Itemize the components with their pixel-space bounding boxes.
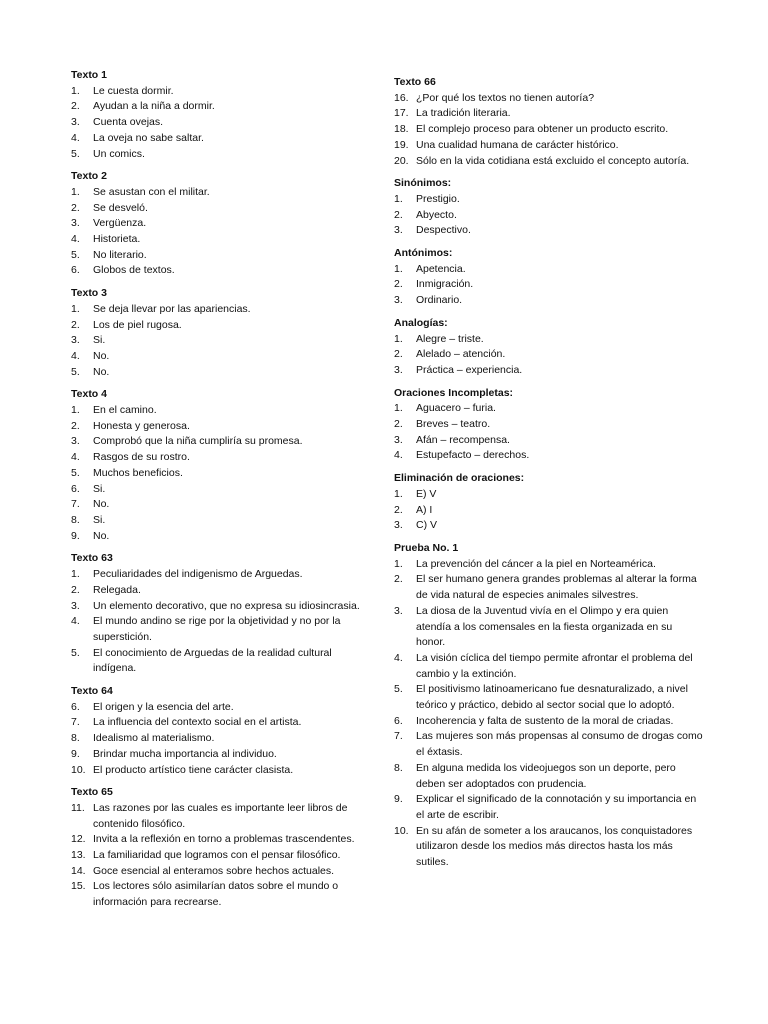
answer-item: [71, 131, 371, 147]
section-sinonimos: [394, 176, 704, 239]
item-text: Alegre – triste.: [416, 332, 484, 345]
item-number: 5.: [71, 248, 80, 261]
answer-item: [71, 513, 371, 529]
answer-item: [71, 583, 371, 599]
item-text: Breves – teatro.: [416, 418, 491, 431]
section-heading: Antónimos:: [394, 247, 453, 260]
item-number: 5.: [71, 646, 80, 659]
item-text: ¿Por qué los textos no tienen autoría?: [416, 91, 595, 104]
item-text: Aguacero – furia.: [416, 402, 496, 415]
item-number: 11.: [71, 801, 85, 814]
item-text: Relegada.: [93, 583, 141, 596]
item-text: Inmigración.: [416, 278, 474, 291]
section-texto-3: [71, 286, 371, 380]
answer-item: [71, 365, 371, 381]
item-number: 17.: [394, 107, 409, 120]
item-number: 14.: [71, 864, 86, 877]
answer-item: [394, 106, 704, 122]
answer-item: [71, 482, 371, 498]
item-number: 2.: [71, 201, 80, 214]
answer-list: [71, 185, 371, 279]
section-heading: Texto 64: [71, 685, 113, 698]
item-text: La prevención del cáncer a la piel en Norteamérica.: [416, 557, 656, 570]
item-number: 1.: [71, 302, 80, 315]
item-number: 1.: [71, 568, 80, 581]
item-text: Prestigio.: [416, 192, 460, 205]
item-text: La tradición literaria.: [416, 107, 511, 120]
item-number: 8.: [394, 761, 403, 774]
answer-list: [71, 403, 371, 544]
item-number: 3.: [394, 519, 403, 532]
item-text: Alelado – atención.: [416, 348, 506, 361]
answer-list: [71, 84, 371, 163]
answer-item: [71, 84, 371, 100]
answer-item: [71, 879, 371, 910]
section-heading: Texto 2: [71, 170, 107, 183]
item-number: 2.: [394, 418, 403, 431]
item-text: Los de piel rugosa.: [93, 318, 182, 331]
item-number: 18.: [394, 123, 409, 136]
answer-item: [71, 450, 371, 466]
item-number: 13.: [71, 849, 86, 862]
answer-list: [394, 401, 704, 464]
item-number: 1.: [394, 402, 403, 415]
item-number: 1.: [394, 192, 403, 205]
item-text: Ordinario.: [416, 294, 463, 307]
item-text: Cuenta ovejas.: [93, 116, 164, 129]
item-text: En el camino.: [93, 404, 157, 417]
answer-item: [71, 497, 371, 513]
left-column: [71, 68, 371, 918]
item-number: 6.: [394, 714, 403, 727]
item-number: 6.: [71, 264, 80, 277]
section-heading: Sinónimos:: [394, 177, 452, 190]
item-text: El ser humano genera grandes problemas al alterar la forma de vida natural de especies animales silvestres.: [416, 573, 697, 602]
section-texto-4: [71, 387, 371, 544]
answer-item: [394, 277, 704, 293]
item-number: 5.: [71, 365, 80, 378]
answer-list: [394, 192, 704, 239]
section-heading: Prueba No. 1: [394, 541, 459, 554]
section-eliminacion-de-oraciones: [394, 471, 704, 534]
answer-item: [394, 332, 704, 348]
item-number: 5.: [394, 683, 403, 696]
section-prueba-no-1: [394, 541, 704, 871]
item-number: 3.: [394, 224, 403, 237]
item-number: 3.: [394, 604, 403, 617]
item-text: E) V: [416, 487, 437, 500]
item-text: Globos de textos.: [93, 264, 175, 277]
item-text: Los lectores sólo asimilarían datos sobre el mundo o información para recrearse.: [93, 880, 339, 909]
item-number: 1.: [394, 557, 403, 570]
answer-item: [71, 864, 371, 880]
item-text: Le cuesta dormir.: [93, 84, 174, 97]
answer-item: [394, 154, 704, 170]
item-text: Se deja llevar por las apariencias.: [93, 302, 251, 315]
item-number: 3.: [71, 599, 80, 612]
answer-item: [394, 503, 704, 519]
answer-item: [394, 729, 704, 760]
section-heading: Analogías:: [394, 316, 448, 329]
item-number: 1.: [71, 404, 80, 417]
item-number: 9.: [71, 529, 80, 542]
answer-item: [71, 216, 371, 232]
answer-item: [71, 201, 371, 217]
item-number: 4.: [394, 651, 403, 664]
item-text: Las mujeres son más propensas al consumo de drogas como el éxtasis.: [416, 730, 703, 759]
answer-item: [394, 433, 704, 449]
item-text: El mundo andino se rige por la objetividad y no por la superstición.: [93, 615, 341, 643]
item-number: 10.: [394, 824, 409, 837]
answer-item: [394, 557, 704, 573]
item-text: A) I: [416, 503, 433, 516]
answer-list: [71, 567, 371, 677]
answer-list: [394, 262, 704, 309]
answer-item: [394, 208, 704, 224]
item-text: La oveja no sabe saltar.: [93, 131, 204, 144]
item-number: 4.: [71, 233, 80, 246]
item-text: Comprobó que la niña cumpliría su promesa.: [93, 435, 303, 448]
item-text: Muchos beneficios.: [93, 466, 183, 479]
item-number: 7.: [71, 498, 80, 511]
answer-item: [71, 466, 371, 482]
right-column: [394, 75, 704, 878]
answer-item: [71, 747, 371, 763]
item-text: Rasgos de su rostro.: [93, 451, 190, 464]
answer-item: [71, 232, 371, 248]
item-number: 3.: [71, 116, 80, 129]
item-text: El complejo proceso para obtener un producto escrito.: [416, 123, 669, 136]
item-text: Abyecto.: [416, 208, 457, 221]
item-text: No.: [93, 529, 110, 542]
answer-item: [71, 263, 371, 279]
section-texto-64: [71, 684, 371, 778]
item-number: 2.: [394, 278, 403, 291]
answer-item: [71, 599, 371, 615]
answer-list: [394, 487, 704, 534]
item-text: Un elemento decorativo, que no expresa su idiosincrasia.: [93, 599, 360, 612]
item-text: La influencia del contexto social en el artista.: [93, 716, 302, 729]
answer-item: [394, 223, 704, 239]
section-heading: Texto 66: [394, 76, 436, 88]
answer-item: [71, 434, 371, 450]
item-number: 7.: [71, 716, 80, 729]
section-heading: Texto 63: [71, 552, 113, 565]
item-text: Si.: [93, 513, 106, 526]
section-heading: Eliminación de oraciones:: [394, 472, 525, 485]
item-number: 19.: [394, 138, 409, 151]
item-number: 15.: [71, 880, 86, 893]
item-number: 2.: [71, 318, 80, 331]
item-text: Historieta.: [93, 233, 141, 246]
item-text: Si.: [93, 334, 106, 347]
item-number: 8.: [71, 732, 80, 745]
item-text: El conocimiento de Arguedas de la realidad cultural indígena.: [93, 646, 332, 675]
answer-item: [394, 347, 704, 363]
item-text: La visión cíclica del tiempo permite afrontar el problema del cambio y la extinción.: [416, 651, 693, 680]
answer-item: [71, 801, 371, 832]
item-text: Se desveló.: [93, 201, 148, 214]
answer-item: [394, 572, 704, 603]
section-texto-65: [71, 785, 371, 911]
item-text: La diosa de la Juventud vivía en el Olimpo y era quien atendía a los comensales en la fiesta organizada en su honor.: [416, 604, 673, 649]
section-heading: Texto 1: [71, 69, 107, 81]
item-text: Incoherencia y falta de sustento de la moral de criadas.: [416, 714, 674, 727]
item-text: No.: [93, 365, 110, 378]
item-number: 3.: [71, 334, 80, 347]
answer-item: [394, 682, 704, 713]
item-number: 1.: [394, 262, 403, 275]
answer-item: [394, 91, 704, 107]
answer-item: [71, 115, 371, 131]
section-texto-1: [71, 68, 371, 162]
answer-item: [394, 192, 704, 208]
section-texto-63: [71, 551, 371, 677]
item-text: Estupefacto – derechos.: [416, 449, 530, 462]
answer-item: [71, 248, 371, 264]
item-number: 20.: [394, 154, 409, 167]
item-text: Afán – recompensa.: [416, 433, 510, 446]
item-number: 2.: [394, 503, 403, 516]
item-number: 2.: [394, 573, 403, 586]
item-number: 2.: [71, 583, 80, 596]
item-text: Vergüenza.: [93, 217, 147, 230]
item-number: 2.: [71, 419, 80, 432]
item-number: 3.: [71, 217, 80, 230]
item-number: 1.: [394, 332, 403, 345]
answer-item: [71, 763, 371, 779]
item-text: Las razones por las cuales es importante leer libros de contenido filosófico.: [93, 801, 348, 830]
item-text: Peculiaridades del indigenismo de Arguedas.: [93, 568, 303, 581]
item-text: No literario.: [93, 248, 147, 261]
answer-item: [394, 487, 704, 503]
section-texto-66: [394, 75, 704, 169]
item-number: 12.: [71, 833, 86, 846]
item-number: 5.: [71, 147, 80, 160]
item-text: Se asustan con el militar.: [93, 185, 210, 198]
answer-item: [71, 832, 371, 848]
section-heading: Texto 4: [71, 388, 107, 401]
item-number: 2.: [394, 348, 403, 361]
section-oraciones-incompletas: [394, 386, 704, 465]
answer-item: [394, 448, 704, 464]
answer-item: [71, 403, 371, 419]
answer-list: [71, 801, 371, 911]
item-number: 9.: [71, 747, 80, 760]
item-number: 8.: [71, 513, 80, 526]
item-text: El positivismo latinoamericano fue desnaturalizado, a nivel teórico y práctico, debido al sector social que lo adoptó.: [416, 683, 688, 712]
item-text: Despectivo.: [416, 224, 471, 237]
item-text: No.: [93, 498, 110, 511]
item-text: Goce esencial al enteramos sobre hechos actuales.: [93, 864, 335, 877]
item-number: 2.: [394, 208, 403, 221]
item-text: Idealismo al materialismo.: [93, 732, 215, 745]
answer-item: [71, 715, 371, 731]
section-heading: Texto 65: [71, 786, 113, 799]
item-text: El origen y la esencia del arte.: [93, 700, 234, 713]
item-number: 4.: [394, 449, 403, 462]
item-number: 3.: [394, 294, 403, 307]
answer-item: [394, 518, 704, 534]
item-number: 10.: [71, 763, 86, 776]
answer-item: [394, 401, 704, 417]
answer-item: [394, 651, 704, 682]
answer-item: [394, 761, 704, 792]
item-number: 9.: [394, 793, 403, 806]
answer-item: [71, 567, 371, 583]
item-text: Si.: [93, 482, 106, 495]
answer-list: [71, 302, 371, 381]
section-analogias: [394, 316, 704, 379]
item-number: 4.: [71, 349, 80, 362]
item-number: 6.: [71, 482, 80, 495]
item-text: Práctica – experiencia.: [416, 363, 523, 376]
item-number: 2.: [71, 100, 80, 113]
answer-item: [71, 302, 371, 318]
item-text: Una cualidad humana de carácter histórico.: [416, 138, 619, 151]
item-text: Explicar el significado de la connotación y su importancia en el arte de escribir.: [416, 793, 697, 821]
item-number: 1.: [71, 185, 80, 198]
item-number: 7.: [394, 730, 403, 743]
item-number: 1.: [394, 487, 403, 500]
answer-item: [71, 318, 371, 334]
item-text: La familiaridad que logramos con el pensar filosófico.: [93, 849, 341, 862]
section-texto-2: [71, 169, 371, 279]
answer-item: [394, 293, 704, 309]
section-heading: Oraciones Incompletas:: [394, 386, 514, 399]
item-number: 3.: [71, 435, 80, 448]
item-text: Invita a la reflexión en torno a problemas trascendentes.: [93, 833, 355, 846]
answer-item: [71, 614, 371, 645]
item-number: 1.: [71, 84, 80, 97]
item-text: Honesta y generosa.: [93, 419, 190, 432]
section-antonimos: [394, 246, 704, 309]
item-number: 6.: [71, 700, 80, 713]
item-text: Apetencia.: [416, 262, 466, 275]
item-text: C) V: [416, 519, 437, 532]
item-text: No.: [93, 349, 110, 362]
item-number: 3.: [394, 433, 403, 446]
answer-item: [71, 349, 371, 365]
answer-item: [71, 147, 371, 163]
item-text: Un comics.: [93, 147, 145, 160]
answer-item: [71, 646, 371, 677]
item-text: En su afán de someter a los araucanos, los conquistadores utilizaron desde los medios más directos hasta los más sutiles.: [416, 824, 693, 869]
answer-item: [71, 700, 371, 716]
answer-item: [394, 714, 704, 730]
item-text: El producto artístico tiene carácter clasista.: [93, 763, 294, 776]
answer-item: [394, 792, 704, 823]
answer-item: [394, 138, 704, 154]
answer-item: [71, 333, 371, 349]
answer-list: [394, 332, 704, 379]
answer-item: [71, 185, 371, 201]
answer-item: [71, 731, 371, 747]
answer-item: [394, 604, 704, 651]
item-number: 5.: [71, 466, 80, 479]
answer-item: [394, 417, 704, 433]
answer-list: [394, 91, 704, 170]
item-number: 4.: [71, 451, 80, 464]
answer-item: [394, 122, 704, 138]
answer-item: [394, 363, 704, 379]
answer-item: [394, 824, 704, 871]
item-number: 3.: [394, 363, 403, 376]
item-text: En alguna medida los videojuegos son un deporte, pero deben ser adoptados con prudencia.: [416, 761, 676, 790]
item-text: Sólo en la vida cotidiana está excluido el concepto autoría.: [416, 154, 690, 167]
item-text: Brindar mucha importancia al individuo.: [93, 747, 277, 760]
item-text: Ayudan a la niña a dormir.: [93, 100, 215, 113]
item-number: 16.: [394, 91, 409, 104]
section-heading: Texto 3: [71, 287, 107, 300]
answer-item: [71, 419, 371, 435]
answer-item: [71, 529, 371, 545]
answer-list: [71, 700, 371, 779]
answer-item: [71, 848, 371, 864]
answer-item: [71, 99, 371, 115]
item-number: 4.: [71, 131, 80, 144]
answer-item: [394, 262, 704, 278]
answer-list: [394, 557, 704, 871]
item-number: 4.: [71, 615, 80, 628]
